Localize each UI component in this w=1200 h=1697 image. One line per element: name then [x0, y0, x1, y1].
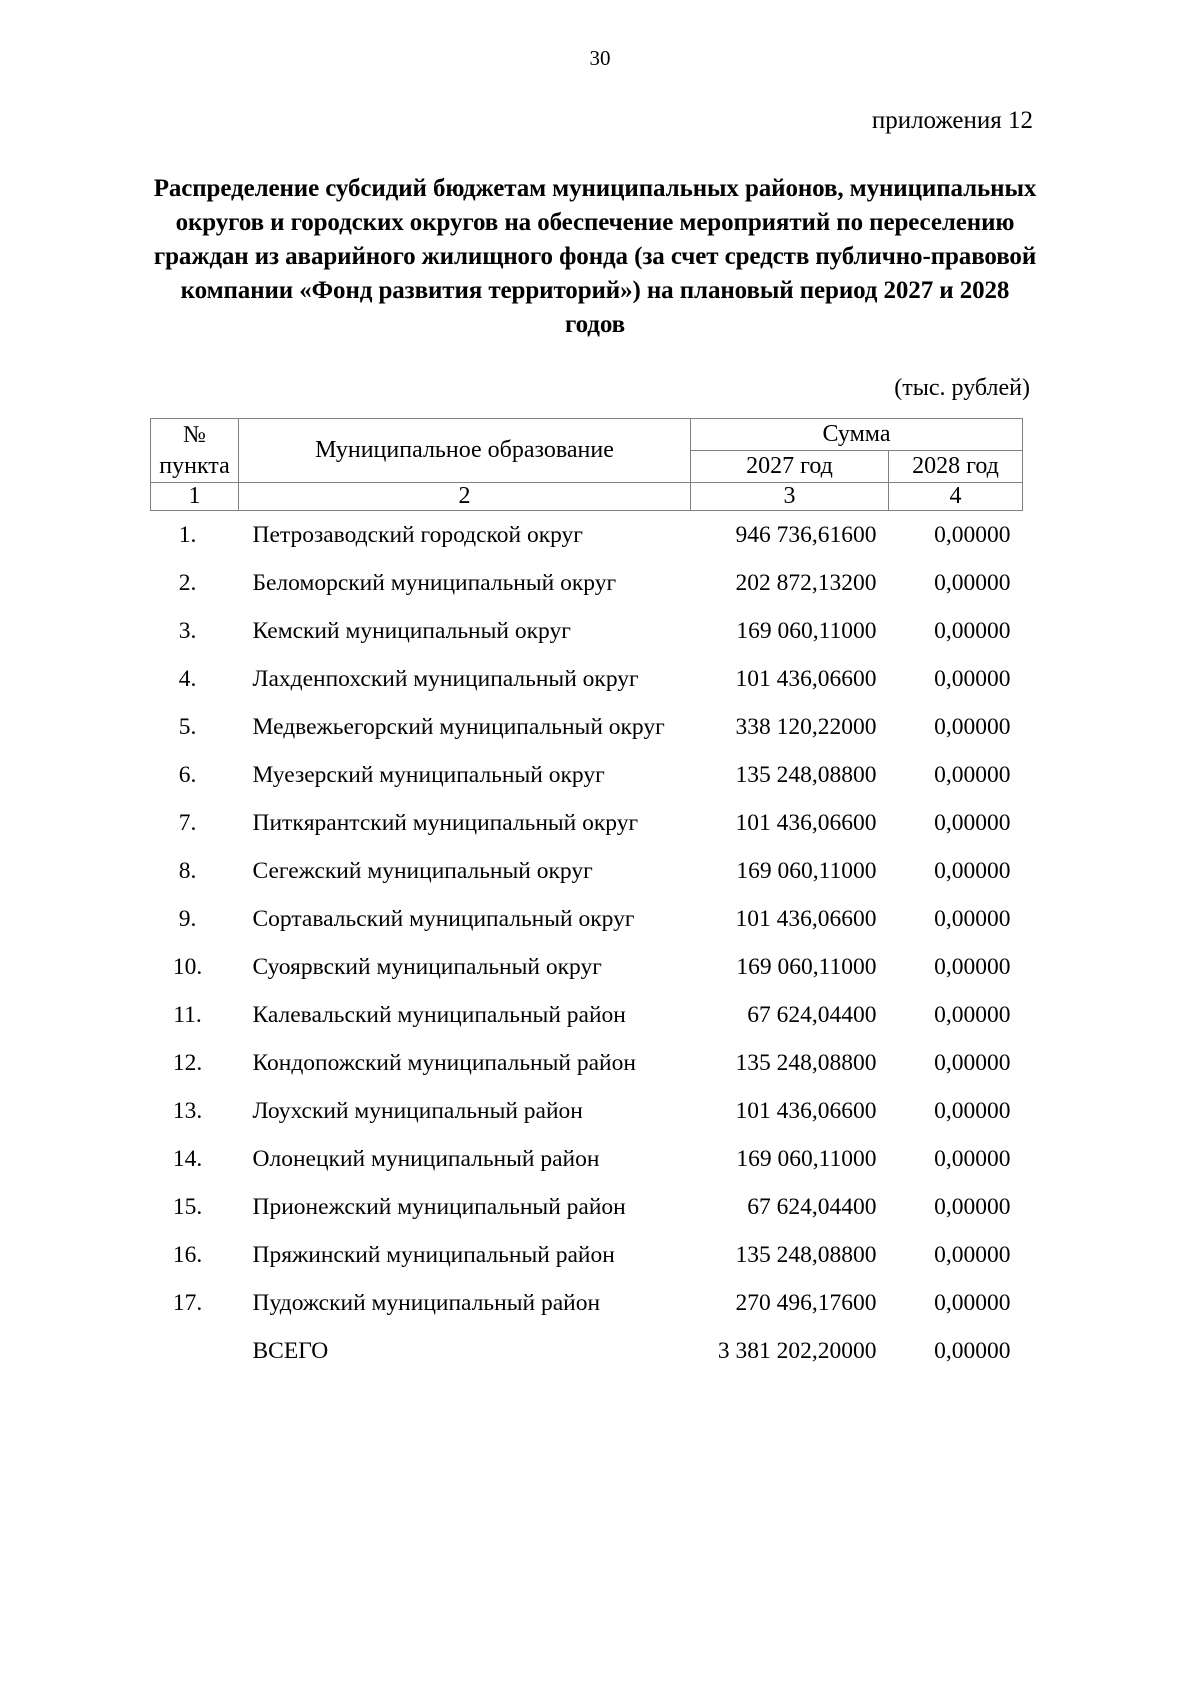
row-municipality: Беломорский муниципальный округ — [252, 570, 617, 596]
row-item-number: 8. — [178, 858, 197, 884]
row-municipality: Прионежский муниципальный район — [252, 1194, 626, 1220]
row-amount-2027: 169 060,11000 — [736, 858, 877, 884]
row-amount-2027: 3 381 202,20000 — [717, 1338, 877, 1364]
table-row — [151, 1087, 1023, 1135]
row-amount-2028: 0,00000 — [934, 1146, 1011, 1172]
row-amount-2028: 0,00000 — [934, 1050, 1011, 1076]
row-amount-2028: 0,00000 — [934, 1242, 1011, 1268]
row-item-number: 5. — [178, 714, 197, 740]
subsidy-distribution-table — [150, 418, 1023, 1375]
column-header-item-number — [151, 419, 239, 483]
row-municipality: Пряжинский муниципальный район — [252, 1242, 615, 1268]
column-header-year-2027: 2027 год — [691, 451, 889, 483]
table-row — [151, 895, 1023, 943]
table-row — [151, 847, 1023, 895]
row-item-number: 15. — [172, 1194, 203, 1220]
row-item-number: 4. — [178, 666, 197, 692]
row-municipality: Олонецкий муниципальный район — [252, 1146, 600, 1172]
table-row — [151, 991, 1023, 1039]
row-amount-2027: 67 624,04400 — [747, 1002, 877, 1028]
row-amount-2027: 101 436,06600 — [735, 906, 877, 932]
units-note: (тыс. рублей) — [894, 375, 1030, 401]
table-row — [151, 559, 1023, 607]
row-item-number: 13. — [172, 1098, 203, 1124]
row-amount-2027: 101 436,06600 — [735, 810, 877, 836]
column-header-municipality: Муниципальное образование — [239, 419, 691, 483]
table-header-row-1 — [151, 419, 1023, 451]
row-item-number: 1. — [178, 522, 197, 548]
row-amount-2027: 946 736,61600 — [735, 522, 877, 548]
row-item-number: 6. — [178, 762, 197, 788]
table-row — [151, 943, 1023, 991]
row-item-number: 14. — [172, 1146, 203, 1172]
row-amount-2028: 0,00000 — [934, 522, 1011, 548]
row-municipality: Петрозаводский городской округ — [252, 522, 583, 548]
row-municipality: Кемский муниципальный округ — [252, 618, 571, 644]
row-amount-2028: 0,00000 — [934, 1194, 1011, 1220]
row-amount-2027: 101 436,06600 — [735, 1098, 877, 1124]
row-amount-2027: 67 624,04400 — [747, 1194, 877, 1220]
row-municipality: Кондопожский муниципальный район — [252, 1050, 636, 1076]
column-number-3: 3 — [691, 483, 889, 511]
table-row — [151, 1135, 1023, 1183]
column-number-4: 4 — [889, 483, 1023, 511]
row-item-number: 7. — [178, 810, 197, 836]
column-numbering-row — [151, 483, 1023, 511]
table-body — [151, 511, 1023, 1376]
row-municipality: Сортавальский муниципальный округ — [252, 906, 635, 932]
row-amount-2028: 0,00000 — [934, 1290, 1011, 1316]
table-row — [151, 1327, 1023, 1375]
column-header-sum-group: Сумма — [691, 419, 1023, 451]
row-municipality: Лахденпохский муниципальный округ — [252, 666, 639, 692]
row-item-number: 3. — [178, 618, 197, 644]
table-row — [151, 655, 1023, 703]
row-item-number: 10. — [172, 954, 203, 980]
row-municipality: Калевальский муниципальный район — [252, 1002, 626, 1028]
table-row — [151, 1039, 1023, 1087]
table-row — [151, 1231, 1023, 1279]
row-item-number: 11. — [173, 1002, 202, 1028]
row-item-number: 9. — [178, 906, 197, 932]
table-row — [151, 1279, 1023, 1327]
row-amount-2028: 0,00000 — [934, 714, 1011, 740]
column-header-item-number-line2: пункта — [159, 452, 230, 479]
row-amount-2028: 0,00000 — [934, 858, 1011, 884]
row-item-number: 12. — [172, 1050, 203, 1076]
row-municipality: ВСЕГО — [252, 1338, 329, 1364]
row-amount-2028: 0,00000 — [934, 762, 1011, 788]
row-amount-2027: 270 496,17600 — [735, 1290, 877, 1316]
row-amount-2028: 0,00000 — [934, 810, 1011, 836]
row-amount-2028: 0,00000 — [934, 618, 1011, 644]
row-amount-2028: 0,00000 — [934, 666, 1011, 692]
appendix-reference: приложения 12 — [871, 107, 1033, 134]
row-amount-2028: 0,00000 — [934, 1098, 1011, 1124]
row-amount-2027: 135 248,08800 — [735, 1242, 877, 1268]
row-amount-2028: 0,00000 — [934, 1002, 1011, 1028]
row-amount-2027: 169 060,11000 — [736, 618, 877, 644]
row-municipality: Муезерский муниципальный округ — [252, 762, 605, 788]
row-item-number: 17. — [172, 1290, 203, 1316]
row-amount-2028: 0,00000 — [934, 906, 1011, 932]
row-item-number — [151, 1327, 239, 1375]
row-item-number: 16. — [172, 1242, 203, 1268]
row-amount-2028: 0,00000 — [934, 570, 1011, 596]
column-number-2: 2 — [239, 483, 691, 511]
row-amount-2027: 169 060,11000 — [736, 1146, 877, 1172]
row-municipality: Пудожский муниципальный район — [252, 1290, 601, 1316]
table-row — [151, 511, 1023, 560]
row-municipality: Сегежский муниципальный округ — [252, 858, 593, 884]
page-number: 30 — [589, 46, 611, 70]
row-municipality: Медвежьегорский муниципальный округ — [252, 714, 665, 740]
row-amount-2028: 0,00000 — [934, 954, 1011, 980]
row-municipality: Суоярвский муниципальный округ — [252, 954, 602, 980]
row-municipality: Лоухский муниципальный район — [252, 1098, 583, 1124]
table-row — [151, 751, 1023, 799]
row-municipality: Питкярантский муниципальный округ — [252, 810, 639, 836]
row-amount-2027: 338 120,22000 — [735, 714, 877, 740]
column-header-item-number-line1: № — [183, 421, 206, 448]
table-row — [151, 1183, 1023, 1231]
row-amount-2027: 135 248,08800 — [735, 762, 877, 788]
row-amount-2027: 101 436,06600 — [735, 666, 877, 692]
row-amount-2027: 169 060,11000 — [736, 954, 877, 980]
row-item-number: 2. — [178, 570, 197, 596]
page-title: Распределение субсидий бюджетам муниципальных районов, муниципальных округов и городских округов на обеспечение мероприятий по переселению граждан из аварийного жилищного фонда (за счет средств публично-правовой компании «Фонд развития территорий») на плановый период 2027 и 2028 годов — [153, 175, 1037, 338]
table-row — [151, 799, 1023, 847]
row-amount-2027: 135 248,08800 — [735, 1050, 877, 1076]
table-row — [151, 703, 1023, 751]
column-header-year-2028: 2028 год — [889, 451, 1023, 483]
row-amount-2028: 0,00000 — [934, 1338, 1011, 1364]
table-head — [151, 419, 1023, 511]
column-number-1: 1 — [151, 483, 239, 511]
row-amount-2027: 202 872,13200 — [735, 570, 877, 596]
table-row — [151, 607, 1023, 655]
